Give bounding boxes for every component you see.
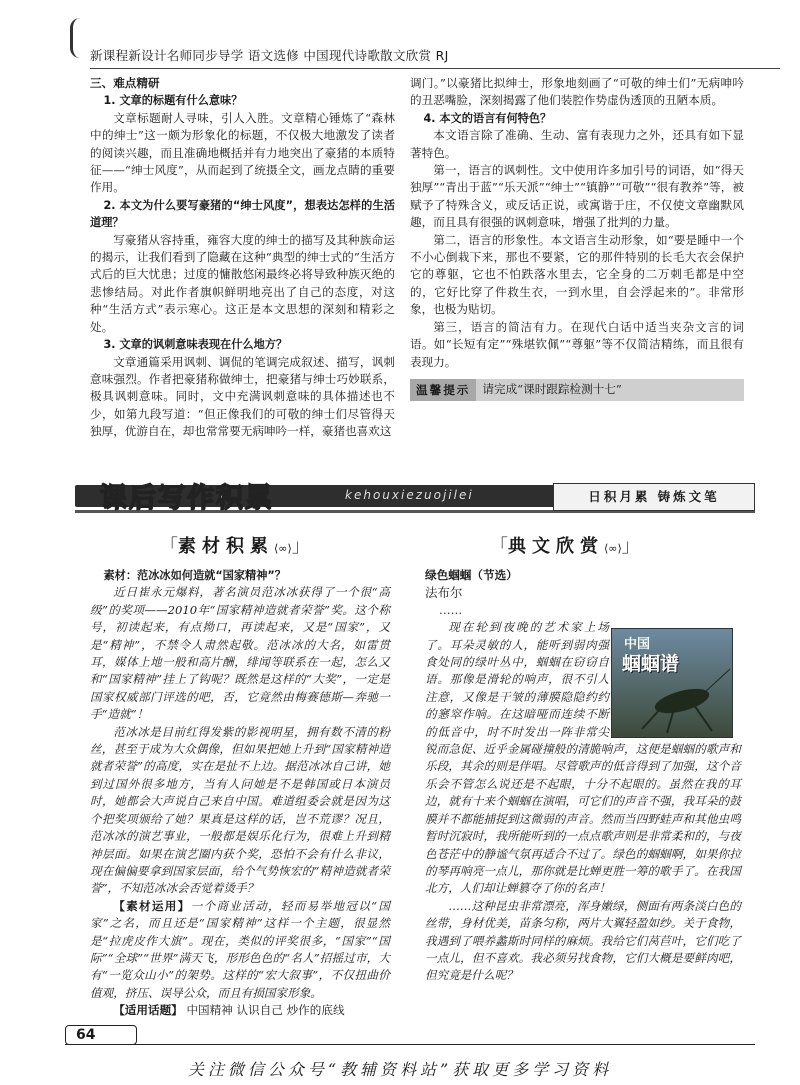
reminder-box	[410, 379, 744, 401]
footer-note: 关注微信公众号“教辅资料站”获取更多学习资料	[187, 1060, 613, 1079]
excerpt-title: 绿色蝈蝈（节选）	[425, 568, 518, 582]
book-cover-line-2: 蝈蝈谱	[622, 653, 680, 675]
classic-box-title: 「典文欣赏⟨∞⟩」	[490, 536, 640, 557]
excerpt-paragraph-1: 现在轮到夜晚的艺术家上场了。耳朵灵敏的人，能听到弱肉强食处同的绿叶丛中，蝈蝈在窃窃自语。那像是滑轮的响声，很不引人注意，又像是干皱的薄膜隐隐约约的窸窣作响。在这暗哑而连续不断的低音中，时不时发出一阵非常尖锐而急促、近乎金属碰撞般的清脆响声，这便是蝈蝈的歌声和乐段，其余的则是伴唱。尽管歌声的低音得到了加强，这个音乐会不管怎么说还是不起眼，十分不起眼的。虽然在我的耳边，就有十来个蝈蝈在演唱，可它们的声音不强，我耳朵的鼓膜并不都能捕捉到这微弱的声音。然而当四野蛙声和其他虫鸣暂时沉寂时，我所能听到的一点点歌声则是非常柔和的，与夜色苍茫中的静谧气氛再适合不过了。绿色的蝈蝈啊，如果你拉的琴再响亮一点儿，那你就是比蝉更胜一筹的歌手了。在我国北方，人们却让蝉篡夺了你的名声！	[425, 620, 741, 896]
answer-4-point-3: 第三，语言的简洁有力。在现代白话中适当夹杂文言的词语。如“长短有定”“殊堪钦佩”“尊躯”等不仅简洁精练，而且很有表现力。	[410, 319, 744, 369]
reminder-tag: 温馨提示	[410, 379, 476, 401]
question-4: 4. 本文的语言有何特色？	[423, 111, 552, 125]
answer-4-point-1: 第一，语言的讽刺性。文中使用许多加引号的词语，如“得天独厚”“青出于蓝”“乐天派”“绅士”“镇静”“可敬”“很有教养”等，被赋予了特殊含义，或反话正说，或寓谐于庄，不仅使文章幽默风趣，而且具有很强的讽刺意味，增强了批判的力量。	[410, 163, 744, 230]
header-bracket-decoration	[70, 18, 87, 58]
excerpt-ellipsis: ……	[439, 602, 463, 617]
left-top-column	[90, 75, 395, 441]
katydid-illustration	[612, 629, 732, 737]
excerpt-author: 法布尔	[425, 585, 463, 601]
answer-1: 文章标题耐人寻味，引人入胜。文章精心锤炼了“森林中的绅士”这一颇为形象化的标题，不仅极大地激发了读者的阅读兴趣，而且准确地概括并有力地突出了豪猪的本质特征——“绅士风度”，从而起到了统摄全文，画龙点睛的重要作用。	[90, 110, 395, 195]
answer-2: 写豪猪从容持重，雍容大度的绅士的描写及其种族命运的揭示，让我们看到了隐藏在这种“典型的绅士式的”生活方式后的巨大忧患；过度的慵散悠闲最终必将导致种族灭绝的悲惨结局。对此作者旗帜鲜明地亮出了自己的态度，对这种“生活方式”表示寒心。这正是本文思想的深刻和精彩之处。	[90, 232, 395, 334]
material-paragraph-1: 近日崔永元爆料，著名演员范冰冰获得了一个很“高级”的奖项——2010年“国家精神造就者荣誉”奖。这个称号，初读起来，有点拗口，再读起来，又是“国家”，又是“精神”，不禁令人肃然起敬。范冰冰的大名，如雷贯耳，媒体上地一般和高片酬，绯闻等联系在一起，怎么又和“国家精神”挂上了钩呢？既然是这样的“大奖”，一定是国家权威部门评选的吧，否，它竟然由梅赛德斯—奔驰一手“造就”！	[90, 585, 390, 722]
material-topics	[90, 1002, 390, 1019]
book-cover-image	[611, 628, 733, 738]
material-box-title: 「素材积累⟨∞⟩」	[160, 536, 310, 557]
material-usage: 【素材运用】一个商业活动，轻而易举地冠以“国家”之名，而且还是“国家精神”这样一个主题，很显然是“拉虎皮作大旗”。现在，类似的评奖很多，“国家”“国际”“全球”“世界”满天飞，形形色色的“名人”招摇过市，大有“一览众山小”的架势。这样的“宏大叙事”，不仅扭曲价值观，挤压、误导公众，而且有损国家形象。	[90, 898, 390, 1000]
banner-title: 课后写作积累	[100, 483, 274, 514]
answer-3-continued: 调门。”以豪猪比拟绅士，形象地刻画了“可敬的绅士们”无病呻吟的丑恶嘴脸，深刻揭露了他们装腔作势虚伪透顶的丑陋本质。	[410, 76, 744, 108]
banner-slogan: 日积月累 铸炼文笔	[553, 483, 755, 511]
usage-label: 【素材运用】	[113, 898, 191, 913]
question-3: 3. 文章的讽刺意味表现在什么地方？	[103, 338, 288, 352]
page-bottom-rule	[65, 1044, 755, 1045]
material-paragraph-2: 范冰冰是目前红得发紫的影视明星，拥有数不清的粉丝，甚至于成为大众偶像，但如果把她上升到“国家精神造就者荣誉”的高度，实在是扯不上边。据范冰冰自己讲，她到过国外很多地方，当有人问她是不是韩国或日本演员时，她都会大声说自己来自中国。难道组委会就是因为这个把奖项颁给了她？果真是这样的话，岂不荒谬？况且，范冰冰的演艺事业，一般都是娱乐化行为，很难上升到精神层面。如果在演艺圈内获个奖，恐怕不会有什么非议，现在偏偏要拿到国家层面，给个气势恢宏的“精神造就者荣誉”，不知范冰冰会否觉着烫手？	[90, 724, 390, 896]
topics-label: 【适用话题】	[113, 1003, 183, 1018]
material-column	[90, 567, 390, 1020]
running-header	[70, 8, 750, 63]
excerpt-paragraph-2: ……这种昆虫非常漂亮，浑身嫩绿，侧面有两条淡白色的丝带，身材优美，苗条匀称，两片大翼轻盈如纱。关于食物，我遇到了喂养蠡斯时同样的麻烦。我给它们莴苣叶，它们吃了一点儿，但不喜欢。我必须另找食物，它们大概是要鲜肉吧，但究竟是什么呢？	[425, 898, 741, 983]
question-2: 2. 本文为什么要写豪猪的“绅士风度”，想表达怎样的生活道理？	[90, 198, 395, 230]
header-rule	[90, 68, 780, 69]
question-1: 1. 文章的标题有什么意味？	[103, 94, 243, 108]
answer-3: 文章通篇采用讽刺、调侃的笔调完成叙述、描写，讽刺意味强烈。作者把豪猪称做绅士，把豪猪与绅士巧妙联系，极具讽刺意味。同时，文中充满讽刺意味的具体描述也不少，如第九段写道：“但正像我们的可敬的绅士们尽管得天独厚，优游自在，却也常常要无病呻吟一样，豪猪也喜欢这	[90, 354, 395, 439]
reminder-text: 请完成“课时跟踪检测十七”	[482, 382, 622, 397]
topics-text: 中国精神 认识自己 炒作的底线	[186, 1003, 345, 1018]
section-banner	[75, 477, 755, 517]
page-number: 64	[65, 1025, 137, 1045]
material-title: 素材：范冰冰如何造就“国家精神”？	[103, 569, 286, 582]
answer-4-point-2: 第二，语言的形象性。本文语言生动形象，如“要是睡中一个不小心倒栽下来，那也不要紧，它的那件特别的长毛大衣会保护它的尊躯，它也不怕跌落水里去，它全身的二万刺毛都是中空的，它好比穿了件救生衣，一到水里，自会浮起来的”。非常形象，也极为贴切。	[410, 232, 744, 317]
banner-pinyin: kehouxiezuojilei	[345, 488, 474, 502]
section-heading: 三、难点精研	[90, 76, 160, 90]
right-top-column	[410, 75, 744, 401]
book-cover-line-1: 中国	[624, 637, 651, 652]
answer-4-intro: 本文语言除了准确、生动、富有表现力之外，还具有如下显著特色。	[410, 128, 744, 160]
header-title: 新课程新设计名师同步导学 语文选修 中国现代诗歌散文欣赏 RJ	[90, 48, 449, 63]
